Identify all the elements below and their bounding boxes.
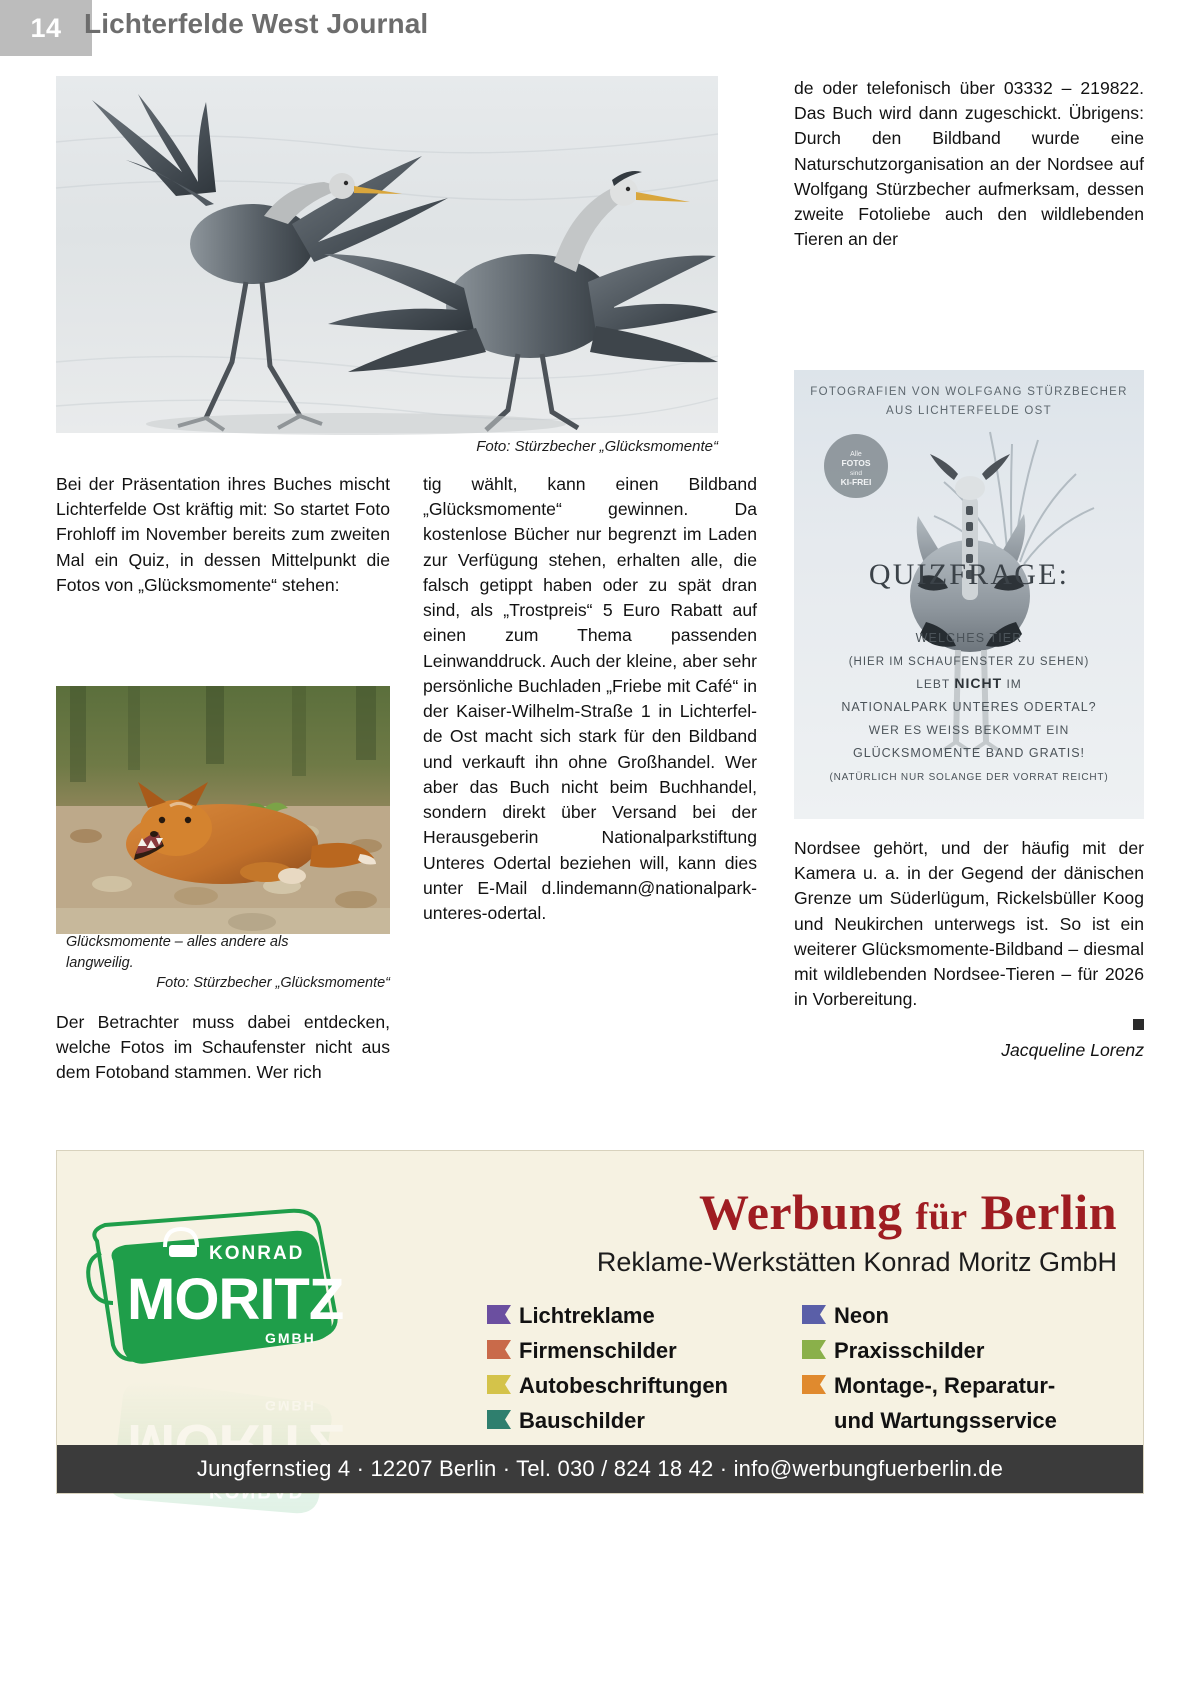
article-text-left-2: Der Betrachter muss dabei entdecken, welche Fotos im Schaufenster nicht aus dem Fotoband stammen. Wer rich [56,1012,390,1083]
ad-contact-footer[interactable]: Jungfernstieg 4 · 12207 Berlin · Tel. 030 / 824 18 42 · info@werbungfuerberlin.de [57,1445,1143,1493]
ad-service-label: Montage-, Reparatur- [834,1373,1056,1398]
logo-name-main: MORITZ [127,1267,344,1332]
article-text-right-bottom: Nordsee gehört, und der häufig mit der Kamera u. a. in der Gegend der dänischen Grenze um Süderlügum, Rickelsbüller Koog und Neukirchen unterwegs ist. So ist ein weiterer Glücksmomente-Bildband – diesmal mit wildlebenden Nordsee-Tieren – für 2026 in Vorbereitung. [794,838,1144,1010]
page-header [0,0,1200,56]
ad-service-label: und Wartungsservice [834,1408,1057,1433]
quiz-poster-graphic [794,370,1144,819]
page-number: 14 [30,12,62,43]
fox-photo-caption [56,932,390,994]
quiz-poster-photo [794,370,1144,819]
ad-service-label: Praxisschilder [834,1338,985,1363]
ad-headline-part-3: Berlin [980,1184,1117,1240]
logo-suffix: GMBH [265,1330,316,1346]
flag-bullet-icon [487,1375,511,1394]
svg-text:sind: sind [850,470,862,477]
list-item [487,1338,728,1364]
ad-services-right [802,1303,1057,1443]
list-item [487,1408,728,1434]
article-column-right-top [794,76,1144,253]
fox-caption-line-3: Foto: Stürzbecher „Glücksmomente“ [156,975,390,992]
svg-text:KI-FREI: KI-FREI [840,477,872,487]
heron-photo [56,76,718,433]
svg-text:(HIER IM SCHAUFENSTER ZU SEHEN: (HIER IM SCHAUFENSTER ZU SEHEN) [848,656,1090,668]
article-column-right-bottom [794,836,1144,1063]
ad-service-label: Lichtreklame [519,1303,655,1328]
folio-box [0,0,92,56]
article-text-middle: tig wählt, kann einen Bildband „Glücksmomente“ gewinnen. Da kostenlose Bücher nur begrenzt im Laden zur Verfügung stehen, erhalten alle, die falsch getippt haben oder zu spät dran sind, als „Trostpreis“ 5 Euro Rabatt auf einen zum Thema passenden Leinwanddruck. Auch der kleine, aber sehr persönliche Buchladen „Friebe mit Café“ in der Kaiser-Wilhelm-Straße 1 in Lichterfelde Ost macht sich stark für den Bildband und verkauft ihn ohne Großhandel. Wer aber das Buch nicht beim Buchhandel, sondern direkt über Versand bei der Herausgeberin Nationalparkstiftung Unteres Odertal beziehen will, kann dies unter E-Mail d.lindemann@nationalpark-unteres-odertal. [423,474,757,923]
list-item [802,1303,1057,1329]
fox-photo-graphic [56,686,390,934]
fox-caption-line-2: langweilig. [66,954,134,971]
list-item [487,1373,728,1399]
flag-bullet-icon [802,1305,826,1324]
fox-caption-line-1: Glücksmomente – alles andere als [66,934,289,950]
logo-name-top: KONRAD [209,1243,305,1264]
svg-text:LEBT NICHT IM: LEBT NICHT IM [916,675,1022,691]
ad-headline [417,1183,1117,1241]
article-text-left-1: Bei der Präsentation ihres Buches mischt Lichterfelde Ost kräftig mit: So startet Foto Frohloff im November bereits zum zweiten Mal ein Quiz, in dessen Mittelpunkt die Fotos von „Glücksmomente“ stehen: [56,474,390,595]
advertisement[interactable] [56,1150,1144,1494]
heron-photo-credit: Foto: Stürzbecher „Glücksmomente“ [476,438,718,455]
fox-photo [56,686,390,934]
list-item [802,1338,1057,1364]
heron-photo-graphic [56,76,718,433]
flag-bullet-icon [487,1410,511,1429]
end-mark-icon [1133,1019,1144,1030]
journal-title: Lichterfelde West Journal [84,8,429,39]
svg-text:Alle: Alle [850,451,862,458]
ad-service-label: Autobeschriftungen [519,1373,728,1398]
article-text-right-top: de oder telefonisch über 03332 – 219822. Das Buch wird dann zugeschickt. Übrigens: Durch den Bildband wurde eine Naturschutzorganisation an der Nordsee auf Wolfgang Stürzbecher aufmerksam, dessen zweite Fotoliebe auch den wildlebenden Tieren an der [794,78,1144,250]
poster-title-line-1: FOTOGRAFIEN VON WOLFGANG STÜRZBECHER [810,386,1128,398]
flag-bullet-icon [487,1305,511,1324]
svg-text:WER ES WEISS BEKOMMT EIN: WER ES WEISS BEKOMMT EIN [868,723,1070,737]
article-column-middle [423,472,757,926]
ad-subheadline: Reklame-Werkstätten Konrad Moritz GmbH [596,1247,1117,1277]
svg-text:GMBH: GMBH [265,1398,316,1414]
ad-headline-part-1: Werbung [698,1184,903,1240]
konrad-moritz-logo-graphic [79,1207,419,1437]
poster-quiz-heading: QUIZFRAGE: [868,558,1070,591]
svg-text:(NATÜRLICH NUR SOLANGE DER VOR: (NATÜRLICH NUR SOLANGE DER VORRAT REICHT) [829,772,1109,783]
ad-headline-part-2: für [915,1196,968,1238]
konrad-moritz-logo [79,1207,419,1437]
flag-bullet-icon [802,1340,826,1359]
svg-text:NATIONALPARK UNTERES ODERTAL?: NATIONALPARK UNTERES ODERTAL? [841,700,1097,714]
list-item [802,1373,1057,1399]
svg-text:WELCHES TIER: WELCHES TIER [915,631,1023,645]
ad-service-lists [487,1303,1107,1443]
poster-title-line-2: AUS LICHTERFELDE OST [886,405,1052,417]
article-column-left-top [56,472,390,598]
article-byline: Jacqueline Lorenz [794,1013,1144,1063]
ad-service-label: Bauschilder [519,1408,645,1433]
flag-bullet-icon [487,1340,511,1359]
article-column-left-bottom [56,1010,390,1086]
ki-frei-badge [824,434,888,498]
list-item [802,1408,1057,1434]
svg-text:FOTOS: FOTOS [841,458,871,468]
ad-services-left [487,1303,728,1443]
flag-bullet-icon [802,1375,826,1394]
ad-service-label: Firmenschilder [519,1338,677,1363]
svg-text:GLÜCKSMOMENTE BAND GRATIS!: GLÜCKSMOMENTE BAND GRATIS! [852,746,1086,760]
ad-service-label: Neon [834,1303,889,1328]
list-item [487,1303,728,1329]
